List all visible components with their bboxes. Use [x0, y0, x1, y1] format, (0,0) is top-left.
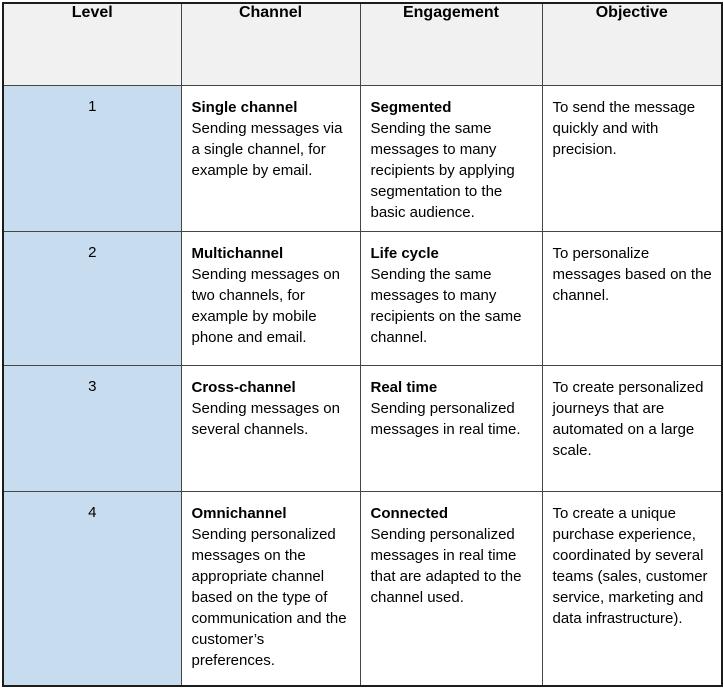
engagement-cell	[360, 85, 542, 231]
objective-text: To create a unique purchase experience, coordinated by several teams (sales, customer service, marketing and data infrastructure).	[552, 504, 708, 627]
engagement-description: Sending personalized messages in real time.	[370, 399, 521, 438]
table-row-level-2	[3, 231, 722, 365]
level-cell: 2	[3, 231, 181, 365]
engagement-description: Sending the same messages to many recipients by applying segmentation to the basic audience.	[370, 119, 515, 221]
channel-title: Omnichannel	[191, 504, 287, 522]
engagement-description: Sending personalized messages in real time that are adapted to the channel used.	[370, 525, 522, 606]
engagement-levels-table	[2, 2, 723, 687]
objective-text: To personalize messages based on the channel.	[552, 244, 712, 304]
header-cell-level: Level	[3, 3, 181, 85]
engagement-cell	[360, 231, 542, 365]
engagement-description: Sending the same messages to many recipients on the same channel.	[370, 265, 522, 346]
level-cell: 3	[3, 365, 181, 491]
objective-cell	[542, 85, 722, 231]
engagement-cell	[360, 491, 542, 686]
header-cell-objective: Objective	[542, 3, 722, 85]
header-row	[3, 3, 722, 85]
channel-description: Sending messages on two channels, for example by mobile phone and email.	[191, 265, 340, 346]
engagement-title: Life cycle	[370, 244, 439, 262]
engagement-title: Segmented	[370, 98, 452, 116]
channel-title: Multichannel	[191, 244, 284, 262]
channel-title: Single channel	[191, 98, 298, 116]
channel-cell	[181, 491, 360, 686]
channel-cell	[181, 231, 360, 365]
channel-description: Sending personalized messages on the appropriate channel based on the type of communication and the customer’s preferences.	[191, 525, 347, 669]
header-cell-engagement: Engagement	[360, 3, 542, 85]
header-cell-channel: Channel	[181, 3, 360, 85]
objective-cell	[542, 231, 722, 365]
table-row-level-1	[3, 85, 722, 231]
channel-title: Cross-channel	[191, 378, 296, 396]
channel-description: Sending messages via a single channel, for example by email.	[191, 119, 343, 179]
engagement-title: Connected	[370, 504, 449, 522]
level-cell: 4	[3, 491, 181, 686]
objective-cell	[542, 365, 722, 491]
engagement-cell	[360, 365, 542, 491]
table-row-level-4	[3, 491, 722, 686]
channel-cell	[181, 365, 360, 491]
table-row-level-3	[3, 365, 722, 491]
channel-cell	[181, 85, 360, 231]
objective-text: To send the message quickly and with precision.	[552, 98, 696, 158]
engagement-title: Real time	[370, 378, 438, 396]
level-cell: 1	[3, 85, 181, 231]
channel-description: Sending messages on several channels.	[191, 399, 340, 438]
objective-text: To create personalized journeys that are automated on a large scale.	[552, 378, 704, 459]
objective-cell	[542, 491, 722, 686]
